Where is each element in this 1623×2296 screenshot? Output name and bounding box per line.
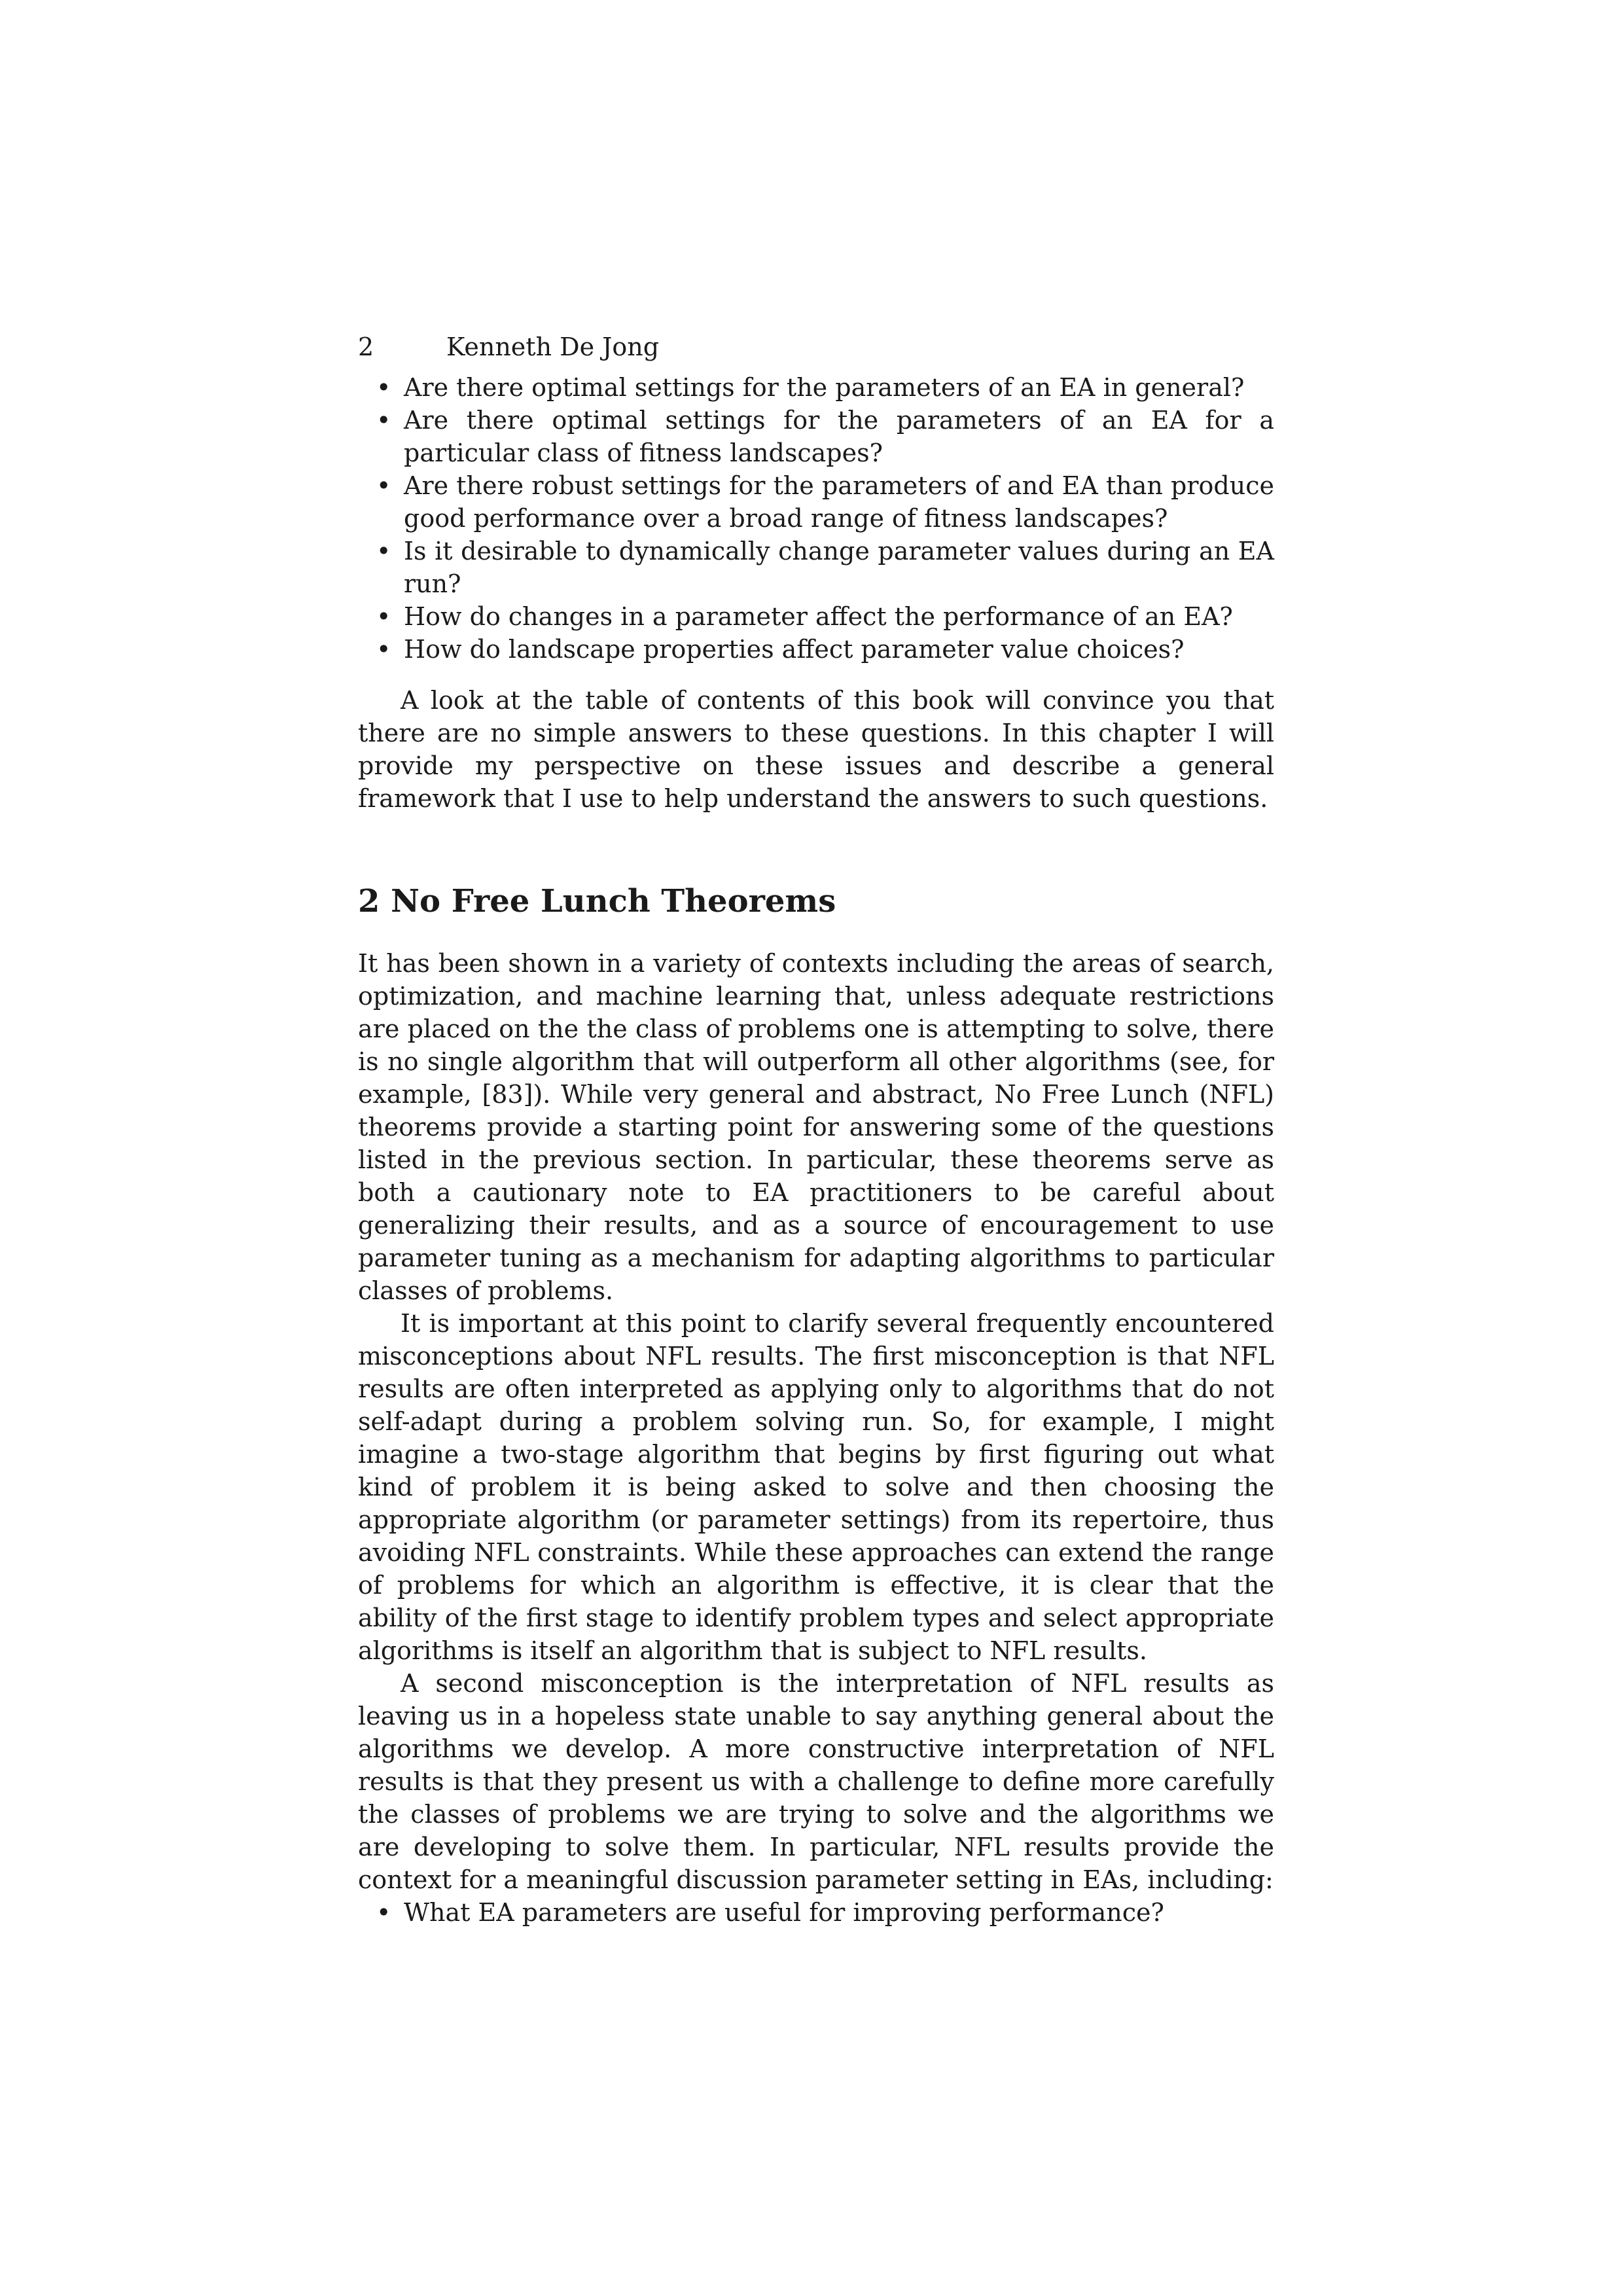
list-item	[358, 1896, 1274, 1929]
bullet-icon: •	[376, 602, 391, 631]
page-number: 2	[358, 332, 374, 361]
document-page	[358, 331, 1274, 1929]
running-head	[358, 331, 1274, 363]
list-item-text: Is it desirable to dynamically change parameter values during an EA run?	[404, 537, 1274, 598]
list-item-text: Are there robust settings for the parameters of and EA than produce good performance over a broad range of fitness landscapes?	[404, 471, 1274, 533]
bullet-icon: •	[376, 1898, 391, 1927]
bullet-icon: •	[376, 471, 391, 500]
section-number: 2	[358, 883, 380, 920]
list-item	[358, 404, 1274, 469]
list-item-text: Are there optimal settings for the parameters of an EA in general?	[404, 373, 1245, 402]
running-head-author: Kenneth De Jong	[446, 332, 660, 361]
bullet-icon: •	[376, 537, 391, 565]
list-item	[358, 535, 1274, 600]
bullet-icon: •	[376, 373, 391, 402]
parameter-question-list	[358, 1896, 1274, 1929]
body-paragraph: It has been shown in a variety of contexts including the areas of search, optimization, and machine learning that, unless adequate restrictions are placed on the the class of problems one is attempting to solve, there is no single algorithm that will outperform all other algorithms (see, for example, [83]). While very general and abstract, No Free Lunch (NFL) theorems provide a starting point for answering some of the questions listed in the previous section. In particular, these theorems serve as both a cautionary note to EA practitioners to be careful about generalizing their results, and as a source of encouragement to use parameter tuning as a mechanism for adapting algorithms to particular classes of problems.	[358, 949, 1274, 1305]
list-item-text: What EA parameters are useful for improving performance?	[404, 1898, 1164, 1927]
list-item	[358, 600, 1274, 633]
list-item	[358, 469, 1274, 535]
list-item-text: How do changes in a parameter affect the performance of an EA?	[404, 602, 1233, 631]
list-item	[358, 371, 1274, 404]
body-paragraph: A second misconception is the interpretation of NFL results as leaving us in a hopeless state unable to say anything general about the algorithms we develop. A more constructive interpretation of NFL results is that they present us with a challenge to define more carefully the classes of problems we are trying to solve and the algorithms we are developing to solve them. In particular, NFL results provide the context for a meaningful discussion parameter setting in EAs, including:	[358, 1669, 1274, 1894]
list-item	[358, 633, 1274, 666]
list-item-text: How do landscape properties affect parameter value choices?	[404, 635, 1185, 664]
body-paragraph: It is important at this point to clarify several frequently encountered misconceptions about NFL results. The first misconception is that NFL results are often interpreted as applying only to algorithms that do not self-adapt during a problem solving run. So, for example, I might imagine a two-stage algorithm that begins by first figuring out what kind of problem it is being asked to solve and then choosing the appropriate algorithm (or parameter settings) from its repertoire, thus avoiding NFL constraints. While these approaches can extend the range of problems for which an algorithm is effective, it is clear that the ability of the first stage to identify problem types and select appropriate algorithms is itself an algorithm that is subject to NFL results.	[358, 1309, 1274, 1665]
bullet-icon: •	[376, 406, 391, 435]
question-list	[358, 371, 1274, 666]
bullet-icon: •	[376, 635, 391, 664]
intro-paragraph: A look at the table of contents of this book will convince you that there are no simple answers to these questions. In this chapter I will provide my perspective on these issues and describe a general framework that I use to help understand the answers to such questions.	[358, 686, 1274, 813]
section-title: No Free Lunch Theorems	[391, 883, 836, 920]
list-item-text: Are there optimal settings for the parameters of an EA for a particular class of fitness landscapes?	[404, 406, 1274, 467]
section-heading	[358, 882, 1274, 921]
